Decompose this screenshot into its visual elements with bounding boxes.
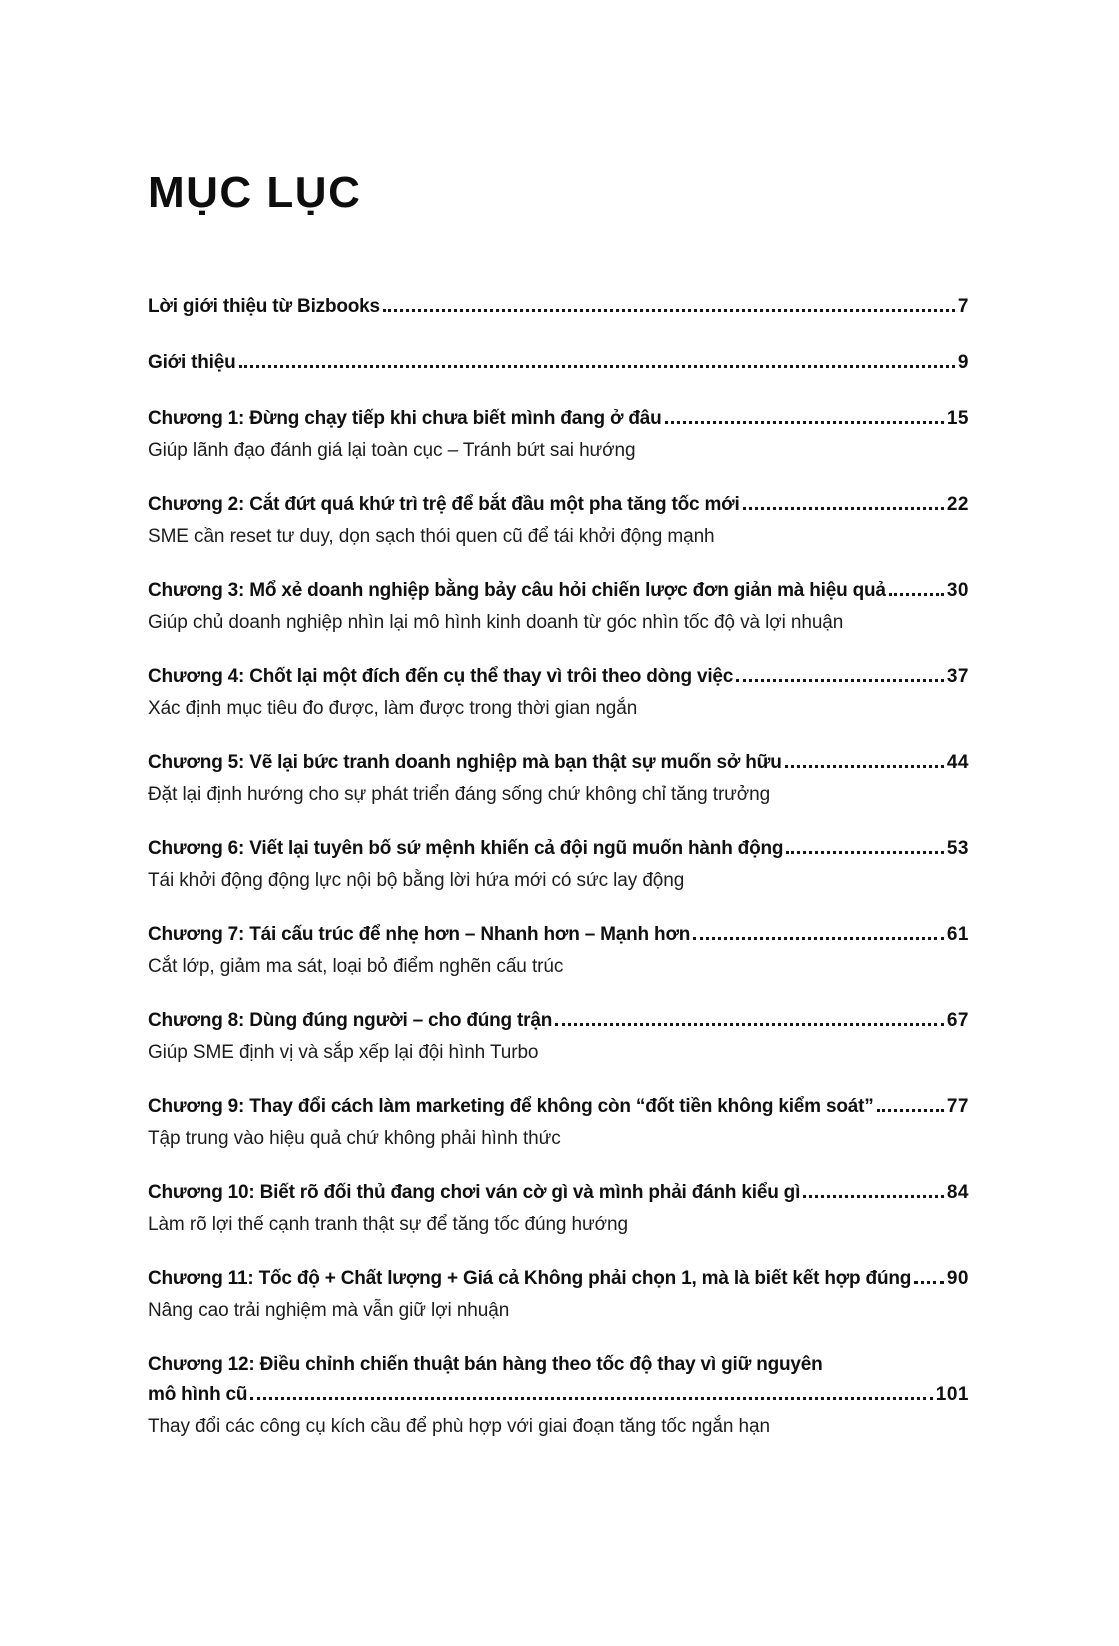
toc-entry-page: 77 [946,1096,969,1117]
toc-entry-subtitle: Giúp SME định vị và sắp xếp lại đội hình Turbo [148,1042,539,1063]
toc-entry-title: Chương 6: Viết lại tuyên bố sứ mệnh khiến cả đội ngũ muốn hành động [148,838,784,859]
dot-leader [250,1397,932,1400]
toc-entry-title-line [148,490,969,520]
toc-entry-title-line [148,404,969,434]
toc-entry-chapter [148,834,969,896]
toc-entry-title-line [148,748,969,778]
toc-entry-chapter [148,404,969,466]
dot-leader [803,1195,944,1198]
toc-entry-title: Chương 5: Vẽ lại bức tranh doanh nghiệp mà bạn thật sự muốn sở hữu [148,752,782,773]
toc-entry-subtitle: Cắt lớp, giảm ma sát, loại bỏ điểm nghẽn cấu trúc [148,956,564,977]
toc-entry-subtitle: Giúp lãnh đạo đánh giá lại toàn cục – Tránh bứt sai hướng [148,440,636,461]
toc-entry-title: Chương 7: Tái cấu trúc để nhẹ hơn – Nhanh hơn – Mạnh hơn [148,924,691,945]
toc-entry-page: 37 [946,666,969,687]
toc-entry-page: 15 [946,408,969,429]
toc-entry-subtitle: Giúp chủ doanh nghiệp nhìn lại mô hình kinh doanh từ góc nhìn tốc độ và lợi nhuận [148,612,844,633]
toc-entry-title-line [148,1006,969,1036]
toc-entry-page: 101 [935,1384,969,1405]
toc-entry-title-line [148,1350,969,1380]
toc-entry-title-line [148,1092,969,1122]
toc-entry-page: 61 [946,924,969,945]
toc-entry-chapter [148,490,969,552]
toc-entry-subtitle: Tái khởi động động lực nội bộ bằng lời hứa mới có sức lay động [148,870,685,891]
dot-leader [914,1281,944,1284]
toc-entry-chapter [148,1264,969,1326]
toc-entry-title: Giới thiệu [148,352,236,373]
dot-leader [785,765,944,768]
toc-entry-title-line [148,348,969,378]
toc-entry-subtitle: SME cần reset tư duy, dọn sạch thói quen cũ để tái khởi động mạnh [148,526,715,547]
toc-entry-title: Chương 11: Tốc độ + Chất lượng + Giá cả Không phải chọn 1, mà là biết kết hợp đúng [148,1268,912,1289]
toc-entry-page: 67 [946,1010,969,1031]
toc-list [148,292,969,1442]
toc-entry-chapter [148,576,969,638]
toc-entry-chapter [148,1350,969,1442]
dot-leader [877,1109,944,1112]
toc-entry-title: Chương 1: Đừng chạy tiếp khi chưa biết mình đang ở đâu [148,408,662,429]
dot-leader [555,1023,944,1026]
toc-entry-title: Chương 8: Dùng đúng người – cho đúng trận [148,1010,553,1031]
toc-entry-page: 44 [946,752,969,773]
toc-entry-title: Chương 9: Thay đổi cách làm marketing để không còn “đốt tiền không kiểm soát” [148,1096,874,1117]
toc-entry-title: Chương 4: Chốt lại một đích đến cụ thể thay vì trôi theo dòng việc [148,666,734,687]
toc-entry-subtitle: Xác định mục tiêu đo được, làm được trong thời gian ngắn [148,698,638,719]
toc-entry-title: Chương 3: Mổ xẻ doanh nghiệp bằng bảy câu hỏi chiến lược đơn giản mà hiệu quả [148,580,886,601]
toc-entry-title: Chương 10: Biết rõ đối thủ đang chơi ván cờ gì và mình phải đánh kiểu gì [148,1182,801,1203]
toc-entry-page: 90 [946,1268,969,1289]
toc-entry-front-matter [148,292,969,322]
toc-entry-chapter [148,1092,969,1154]
dot-leader [665,421,944,424]
toc-entry-page: 53 [946,838,969,859]
dot-leader [239,365,955,368]
toc-entry-chapter [148,662,969,724]
toc-entry-page: 9 [957,352,969,373]
toc-entry-title-line [148,576,969,606]
toc-entry-subtitle: Đặt lại định hướng cho sự phát triển đáng sống chứ không chỉ tăng trưởng [148,784,771,805]
dot-leader [889,593,944,596]
toc-entry-title-line-2 [148,1380,969,1410]
toc-entry-subtitle: Nâng cao trải nghiệm mà vẫn giữ lợi nhuận [148,1300,510,1321]
page-title: MỤC LỤC [148,168,362,217]
dot-leader [693,937,944,940]
toc-entry-chapter [148,1178,969,1240]
toc-entry-page: 30 [946,580,969,601]
toc-entry-title-line [148,834,969,864]
toc-entry-title: Lời giới thiệu từ Bizbooks [148,296,380,317]
toc-entry-title-continued: mô hình cũ [148,1384,248,1405]
toc-entry-title-line [148,662,969,692]
toc-entry-title-line [148,1178,969,1208]
toc-entry-title-line [148,1264,969,1294]
dot-leader [743,507,944,510]
toc-entry-front-matter [148,348,969,378]
toc-entry-title: Chương 12: Điều chỉnh chiến thuật bán hàng theo tốc độ thay vì giữ nguyên [148,1354,823,1375]
toc-entry-page: 22 [946,494,969,515]
toc-entry-subtitle: Tập trung vào hiệu quả chứ không phải hình thức [148,1128,561,1149]
toc-entry-chapter [148,748,969,810]
toc-entry-title: Chương 2: Cắt đứt quá khứ trì trệ để bắt đầu một pha tăng tốc mới [148,494,740,515]
toc-entry-page: 84 [946,1182,969,1203]
dot-leader [383,309,955,312]
dot-leader [786,851,944,854]
toc-entry-page: 7 [957,296,969,317]
toc-entry-subtitle: Thay đổi các công cụ kích cầu để phù hợp với giai đoạn tăng tốc ngắn hạn [148,1416,770,1437]
dot-leader [736,679,944,682]
toc-entry-title-line [148,292,969,322]
toc-entry-title-line [148,920,969,950]
toc-entry-chapter [148,1006,969,1068]
toc-entry-subtitle: Làm rõ lợi thế cạnh tranh thật sự để tăng tốc đúng hướng [148,1214,628,1235]
toc-entry-chapter [148,920,969,982]
